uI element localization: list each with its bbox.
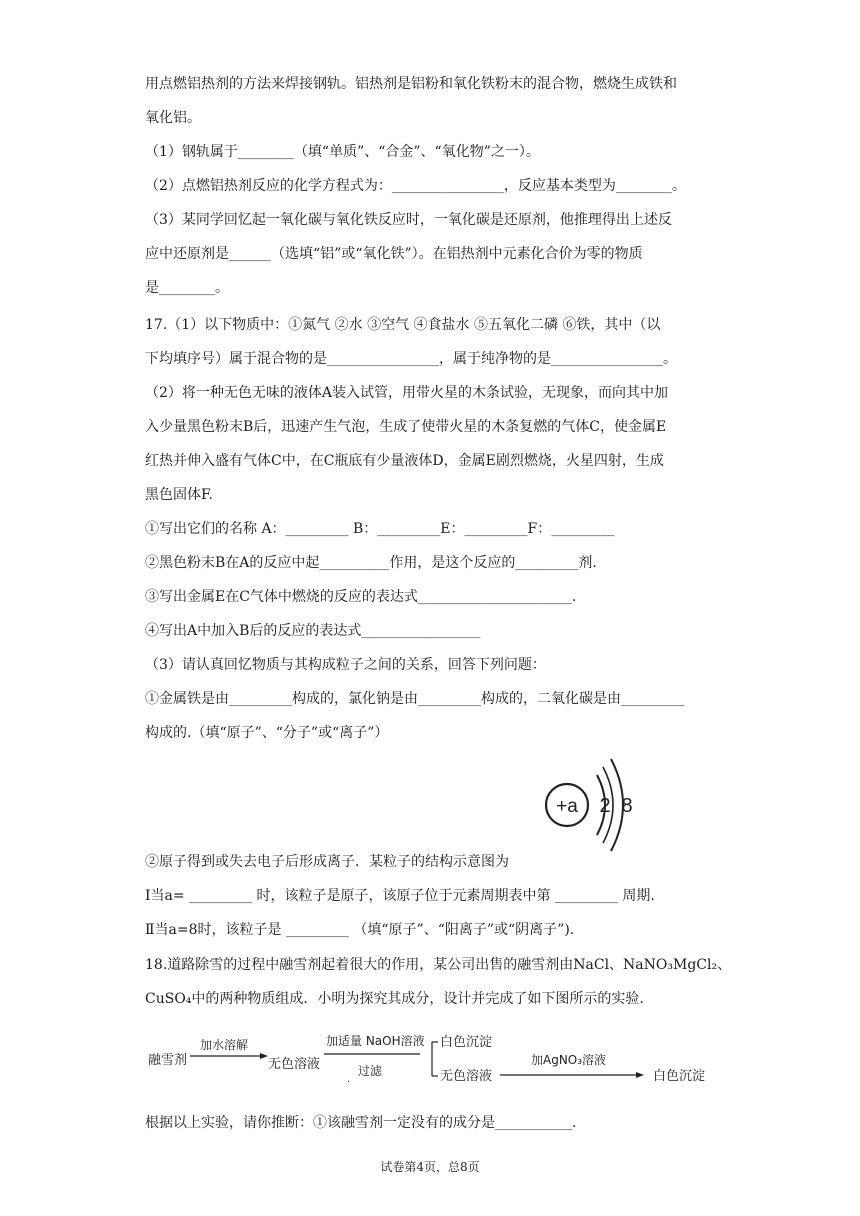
- text-line-8: 17.（1）以下物质中：①氮气 ②水 ③空气 ④食盐水 ⑤五氧化二磷 ⑥铁，其中（以: [145, 317, 661, 333]
- text-line-17: ④写出A中加入B后的反应的表达式_________________: [145, 623, 481, 639]
- text-line-15: ②黑色粉末B在A的反应中起__________作用，是这个反应的_________剂.: [145, 555, 597, 571]
- text-line-16: ③写出金属E在C气体中燃烧的反应的表达式______________________.: [145, 589, 577, 605]
- text-line-26: 根据以上实验，请你推断：①该融雪剂一定没有的成分是___________.: [145, 1115, 577, 1131]
- text-line-14: ①写出它们的名称 A：_________ B：_________E：_________F：_________: [145, 521, 615, 537]
- flow-mid: 无色溶液: [268, 1057, 321, 1072]
- text-line-9: 下均填序号）属于混合物的是________________，属于纯净物的是________________。: [145, 351, 677, 367]
- text-line-12: 红热并伸入盛有气体C中，在C瓶底有少量液体D，金属E剧烈燃烧，火星四射，生成: [145, 453, 664, 469]
- text-line-7: 是________。: [145, 280, 229, 296]
- text-line-1: 用点燃铝热剂的方法来焊接钢轨。铝热剂是铝粉和氧化铁粉末的混合物，燃烧生成铁和: [145, 76, 677, 92]
- atom-structure-diagram: [535, 745, 645, 855]
- text-line-10: （2）将一种无色无味的液体A装入试管，用带火星的木条试验，无现象，而向其中加: [145, 385, 669, 401]
- text-line-18: （3）请认真回忆物质与其构成粒子之间的关系，回答下列问题：: [145, 657, 546, 673]
- text-line-23: Ⅱ当a=8时，该粒子是 _________ （填“原子”、“阳离子”或“阴离子”).: [145, 922, 575, 938]
- text-line-25: CuSO₄中的两种物质组成．小明为探究其成分，设计并完成了如下图所示的实验.: [145, 991, 644, 1007]
- text-line-13: 黑色固体F.: [145, 487, 213, 503]
- flow-branch-bottom: 无色溶液: [440, 1069, 493, 1084]
- text-line-19: ①金属铁是由_________构成的，氯化钠是由_________构成的，二氧化碳是由_________: [145, 691, 684, 707]
- page-footer: 试卷第4页，总8页: [380, 1160, 480, 1174]
- text-line-2: 氧化铝。: [145, 110, 201, 126]
- flow-step2-bottom: 过滤: [358, 1064, 383, 1078]
- nucleus-charge: +a: [556, 796, 578, 817]
- text-line-24: 18.道路除雪的过程中融雪剂起着很大的作用，某公司出售的融雪剂由NaCl、NaNO₃MgCl₂、: [145, 957, 732, 973]
- flow-start: 融雪剂: [148, 1053, 188, 1068]
- text-line-11: 入少量黑色粉末B后，迅速产生气泡，生成了使带火星的木条复燃的气体C，使金属E: [145, 419, 667, 435]
- text-line-22: Ⅰ当a= _________ 时，该粒子是原子，该原子位于元素周期表中第 _________ 周期.: [145, 888, 655, 904]
- flow-step3: 加AgNO₃溶液: [531, 1053, 607, 1067]
- text-line-3: （1）钢轨属于________（填“单质”、“合金”、“氧化物”之一）。: [145, 144, 540, 160]
- text-line-5: （3）某同学回忆起一氧化碳与氧化铁反应时，一氧化碳是还原剂，他推理得出上述反: [145, 212, 672, 228]
- flow-step2-top: 加适量 NaOH溶液: [326, 1034, 425, 1048]
- shell-2-electrons: 8: [621, 795, 633, 817]
- svg-text:.: .: [347, 1074, 351, 1085]
- flow-step1: 加水溶解: [200, 1038, 249, 1052]
- text-line-20: 构成的.（填“原子”、“分子”或“离子”）: [145, 725, 389, 741]
- experiment-flowchart: [148, 1030, 738, 1090]
- text-line-6: 应中还原剂是______（选填“铝”或“氧化铁”）。在铝热剂中元素化合价为零的物质: [145, 246, 643, 262]
- text-line-4: （2）点燃铝热剂反应的化学方程式为：________________，反应基本类型为________。: [145, 178, 686, 194]
- shell-1-electrons: 2: [599, 795, 611, 817]
- flow-branch-top: 白色沉淀: [440, 1035, 493, 1050]
- text-line-21: ②原子得到或失去电子后形成离子．某粒子的结构示意图为: [145, 854, 509, 870]
- flow-end: 白色沉淀: [653, 1069, 706, 1084]
